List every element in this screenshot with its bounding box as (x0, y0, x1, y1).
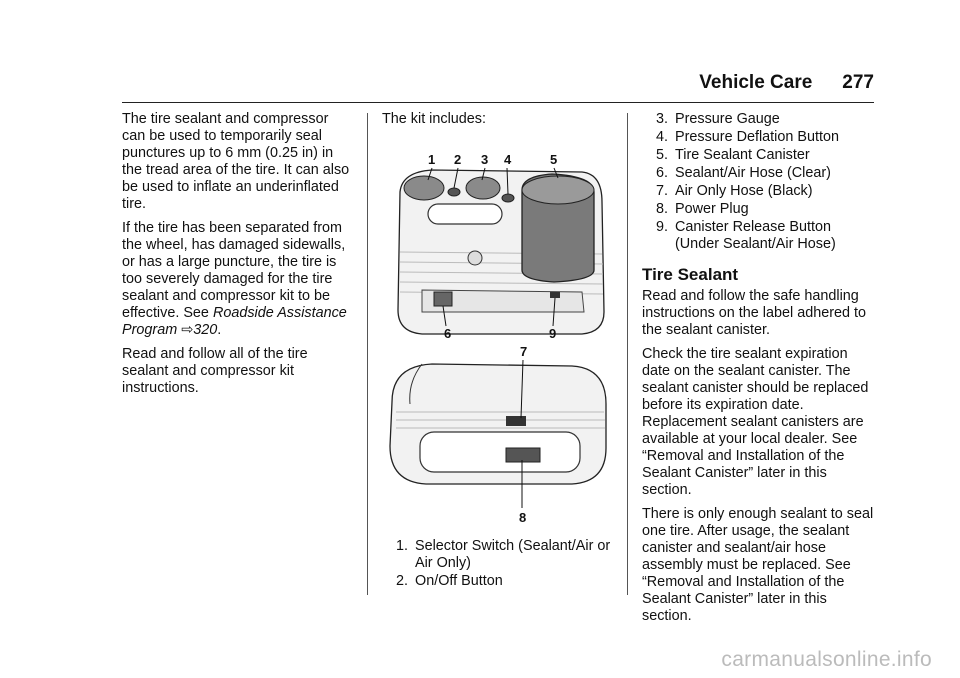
roadside-assistance-link[interactable]: Roadside Assistance Program (122, 305, 347, 338)
kit-intro: The kit includes: (382, 111, 486, 127)
section-heading: Tire Sealant (642, 265, 739, 284)
usage-paragraph: There is only enough sealant to seal one tire. After usage, the sealant canister and sealant/air hose assembly must be replaced. See “Removal and Installation of the Sealant Canister” later in this section. (642, 506, 874, 624)
roadside-page-ref[interactable]: 320 (193, 322, 218, 338)
section-title: Vehicle Care (699, 72, 813, 93)
kit-list-part-2 (642, 111, 878, 253)
column-3 (642, 111, 878, 632)
callout-6: 6 (444, 326, 452, 341)
column-2 (382, 111, 614, 135)
handling-paragraph: Read and follow the safe handling instructions on the label adhered to the sealant canister. (642, 288, 867, 338)
compressor-illustration (382, 142, 614, 530)
list-item: 3. Pressure Gauge (655, 111, 780, 127)
list-item: 1. Selector Switch (Sealant/Air or Air Only) (395, 538, 611, 571)
callout-3: 3 (481, 152, 489, 167)
damage-paragraph (122, 220, 354, 339)
callout-2: 2 (454, 152, 462, 167)
list-item: 8. Power Plug (655, 201, 749, 217)
callout-7: 7 (520, 344, 528, 359)
kit-list-part-1 (382, 538, 614, 591)
intro-paragraph: The tire sealant and compressor can be used to temporarily seal punctures up to 6 mm (0.25 in) in the tread area of the tire. It can also be used to inflate an underinflated tire. (122, 111, 350, 212)
list-item: 5. Tire Sealant Canister (655, 147, 810, 163)
list-item: 2. On/Off Button (395, 573, 503, 589)
watermark: carmanualsonline.info (721, 648, 932, 671)
list-item: 9. Canister Release Button (Under Sealant/Air Hose) (655, 219, 836, 252)
compressor-kit-figure (382, 142, 614, 530)
column-divider-1 (367, 113, 368, 595)
period: . (217, 322, 222, 338)
list-item: 7. Air Only Hose (Black) (655, 183, 813, 199)
column-divider-2 (627, 113, 628, 595)
page-header (699, 72, 874, 94)
callout-4: 4 (504, 152, 512, 167)
callout-9: 9 (549, 326, 557, 341)
callout-8: 8 (519, 510, 527, 525)
list-item: 4. Pressure Deflation Button (655, 129, 839, 145)
column-1 (122, 111, 354, 404)
instructions-paragraph: Read and follow all of the tire sealant and compressor kit instructions. (122, 346, 308, 396)
list-item: 6. Sealant/Air Hose (Clear) (655, 165, 831, 181)
damage-text: If the tire has been separated from the wheel, has damaged sidewalls, or has a large puncture, the tire is too severely damaged for the tire sealant and compressor kit to be effective. See (122, 220, 346, 321)
compressor-top-view (398, 170, 604, 334)
header-rule (122, 102, 874, 103)
callout-5: 5 (550, 152, 558, 167)
page-number: 277 (842, 72, 874, 93)
callout-1: 1 (428, 152, 436, 167)
compressor-bottom-view (390, 364, 606, 484)
expiration-paragraph: Check the tire sealant expiration date on the sealant canister. The sealant canister should be replaced before its expiration date. Replacement sealant canisters are available at your local dealer. See “Removal and Installation of the Sealant Canister” later in this section. (642, 346, 869, 498)
ref-arrow-icon: ⇨ (181, 322, 194, 338)
